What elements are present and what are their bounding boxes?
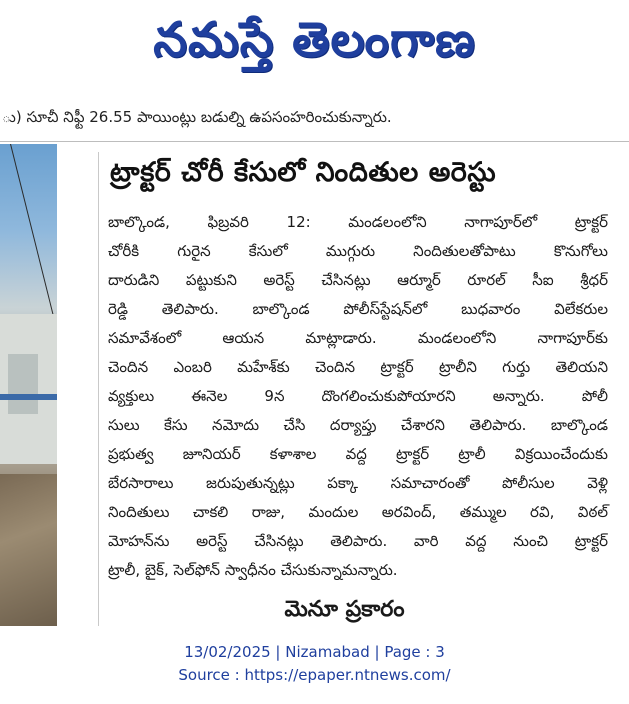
article-line: సమావేశంలో ఆయన మాట్లాడారు. మండలంలోని నాగాపూర్‌కు: [108, 329, 608, 347]
article-line: ప్రభుత్వ జూనియర్ కళాశాల వద్ద ట్రాక్టర్ ట్రాలీ విక్రయించేందుకు: [108, 445, 608, 463]
masthead: [0, 4, 629, 82]
photo-wire: [10, 144, 57, 338]
previous-article-snippet: [0, 100, 629, 136]
article-line: వ్యక్తులు ఈనెల 9న దొంగలించుకుపోయారని అన్నారు. పోలీ: [108, 387, 608, 405]
masthead-logo: నమస్తే తెలంగాణ: [153, 12, 476, 68]
article-line: నిందితులు చాకలి రాజు, మందుల అరవింద్, తమ్ముల రవి, విఠల్: [108, 503, 608, 521]
snippet-text: ు) సూచీ నిఫ్టీ 26.55 పాయింట్లు బడుల్ని ఉపసంహరించుకున్నారు.: [2, 108, 392, 126]
article-line: చోరీకి గురైన కేసులో ముగ్గురు నిందితులతోపాటు కొనుగోలు: [108, 242, 608, 260]
edition-meta: 13/02/2025 | Nizamabad | Page : 3: [184, 643, 445, 661]
next-article-headline: మెనూ ప్రకారం: [284, 597, 405, 622]
article-line: సులు కేసు నమోదు చేసి దర్యాప్తు చేశారని తెలిపారు. బాల్కొండ: [108, 416, 608, 434]
photo-window: [8, 354, 38, 414]
article-headline: ట్రాక్టర్ చోరీ కేసులో నిందితుల అరెస్టు: [110, 157, 497, 188]
article-photo: [0, 144, 57, 626]
article-line: చెందిన ఎంబరి మహేశ్‌కు చెందిన ట్రాక్టర్ ట్రాలీని గుర్తు తెలియని: [108, 358, 608, 376]
column-divider: [98, 152, 99, 626]
article-line: రెడ్డి తెలిపారు. బాల్కొండ పోలీస్‌స్టేషన్‌లో బుధవారం విలేకరుల: [108, 300, 608, 318]
article-line: దారుడిని పట్టుకుని అరెస్ట్ చేసినట్లు ఆర్మూర్ రూరల్ సీఐ శ్రీధర్: [108, 271, 608, 289]
article-line: బాల్కొండ, ఫిబ్రవరి 12: మండలంలోని నాగాపూర్‌లో ట్రాక్టర్: [108, 213, 608, 231]
article-line: మోహన్‌ను అరెస్ట్ చేసినట్లు తెలిపారు. వారి వద్ద నుంచి ట్రాక్టర్: [108, 532, 608, 550]
top-divider: [0, 141, 629, 142]
source-link[interactable]: Source : https://epaper.ntnews.com/: [178, 666, 451, 684]
photo-railing: [0, 394, 57, 400]
article-line: బేరసారాలు జరుపుతున్నట్లు పక్కా సమాచారంతో పోలీసుల వెళ్లి: [108, 474, 608, 492]
article-line: ట్రాలీ, బైక్, సెల్‌ఫోన్ స్వాధీనం చేసుకున్నామన్నారు.: [108, 561, 398, 579]
